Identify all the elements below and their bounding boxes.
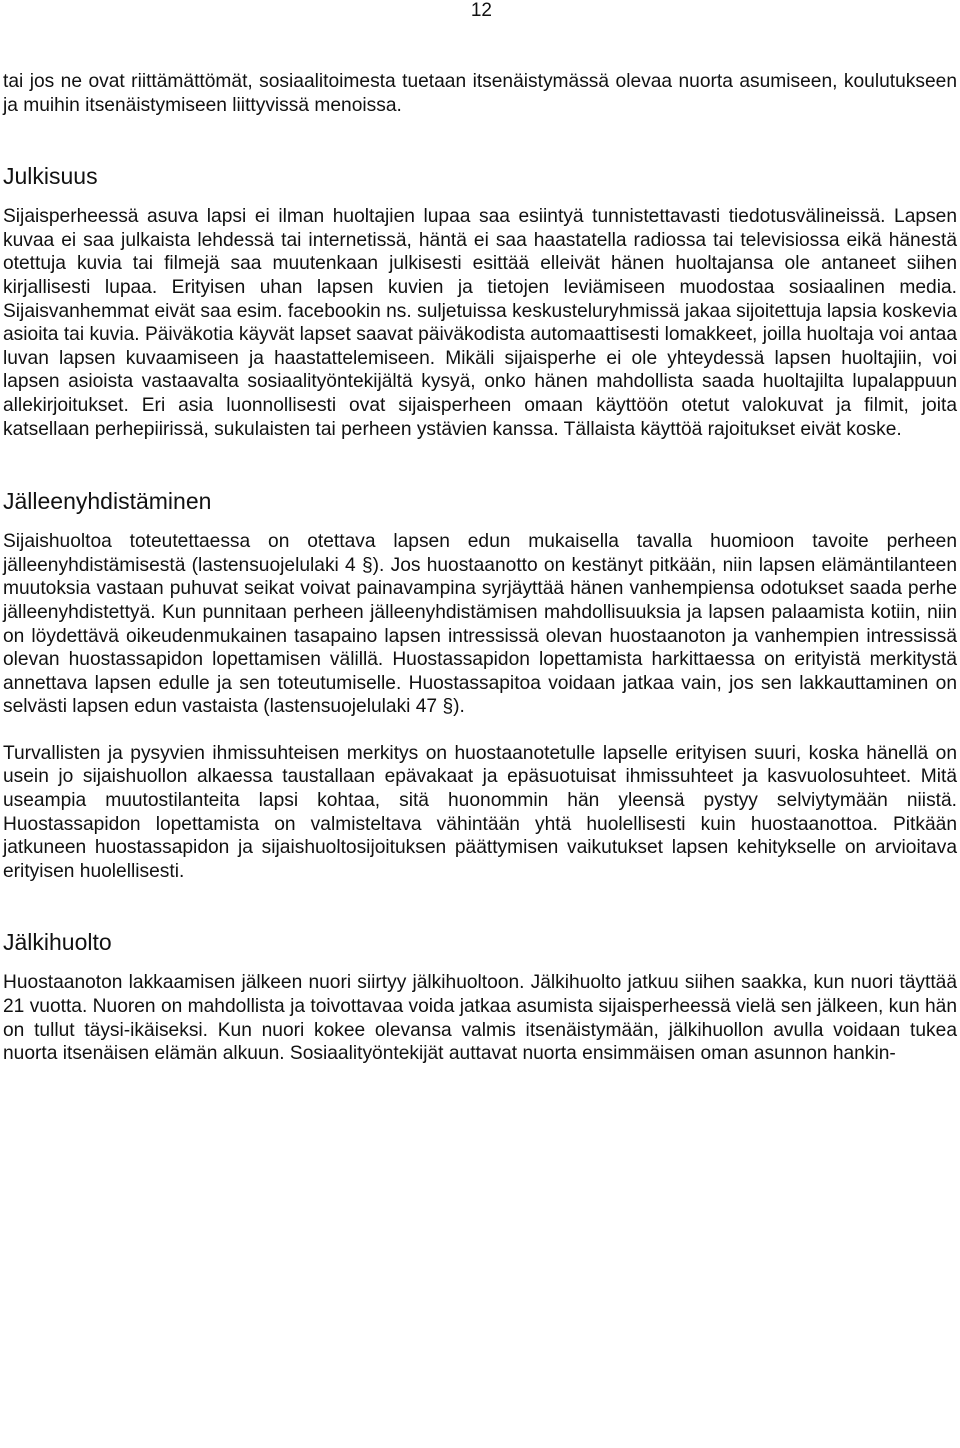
page-number: 12	[470, 0, 492, 21]
section-heading-jalleenyhdistaminen: Jälleenyhdistäminen	[3, 488, 212, 515]
jalleenyhdistaminen-paragraph-1: Sijaishuoltoa toteutettaessa on otettava lapsen edun mukaisella tavalla huomioon tavoite perheen jälleenyhdistämisestä (lastensuojelulaki 4 §). Jos huostaanotto on kestänyt pitkään, niin lapsen elämäntilanteen muutoksia vastaan puhuvat seikat voivat painavampina syrjäyttää hänen vanhempiensa odotukset saada perhe jälleenyhdistettyä. Kun punnitaan perheen jälleenyhdistämisen mahdollisuuksia ja lapsen palaamista kotiin, niin on löydettävä oikeudenmukainen tasapaino lapsen intressissä olevan huostaanoton ja vanhempien intressissä olevan huostassapidon lopettamisen välillä. Huostassapidon lopettamista harkittaessa on erityistä merkitystä annettava lapsen edulle ja sen toteutumiselle. Huostassapitoa voidaan jatkaa vain, jos sen lakkauttaminen on selvästi lapsen edun vastaista (lastensuojelulaki 47 §).	[3, 531, 957, 718]
section-heading-jalkihuolto: Jälkihuolto	[3, 929, 112, 956]
intro-paragraph: tai jos ne ovat riittämättömät, sosiaalitoimesta tuetaan itsenäistymässä olevaa nuorta asumiseen, koulutukseen ja muihin itsenäistymiseen liittyvissä menoissa.	[3, 71, 957, 116]
document-body	[3, 70, 957, 1066]
julkisuus-paragraph: Sijaisperheessä asuva lapsi ei ilman huoltajien lupaa saa esiintyä tunnistettavasti tiedotusvälineissä. Lapsen kuvaa ei saa julkaista lehdessä tai internetissä, häntä ei saa haastatella radiossa tai televisiossa eikä hänestä otettuja kuvia tai filmejä saa muutenkaan julkisesti esittää elleivät hänen huoltajansa ole antaneet siihen kirjallisesti lupaa. Erityisen uhan lapsen kuvien ja tietojen leviämiseen muodostaa sosiaalinen media. Sijaisvanhemmat eivät saa esim. facebookin ns. suljetuissa keskusteluryhmissä jakaa sijoitettuja lapsia koskevia asioita tai kuvia. Päiväkotia käyvät lapset saavat päiväkodista automaattisesti lomakkeet, joilla huoltaja voi antaa luvan lapsen kuvaamiseen ja haastattelemiseen. Mikäli sijaisperhe ei ole yhteydessä lapsen huoltajiin, voi lapsen asioista vastaavalta sosiaalityöntekijältä kysyä, onko hänen mahdollista saada huoltajilta lupalappuun allekirjoitukset. Eri asia luonnollisesti ovat sijaisperheen omaan käyttöön otetut valokuvat ja filmit, joita katsellaan perhepiirissä, sukulaisten tai perheen ystävien kanssa. Tällaista käyttöä rajoitukset eivät koske.	[3, 206, 957, 440]
jalleenyhdistaminen-paragraph-2: Turvallisten ja pysyvien ihmissuhteisen merkitys on huostaanotetulle lapselle erityisen suuri, koska hänellä on usein jo sijaishuollon alkaessa taustallaan epävakaat ja epäsuotuisat ihmissuhteet ja kasvuolosuhteet. Mitä useampia muutostilanteita lapsi kohtaa, sitä huonommin hän yleensä pystyy selviytymään niistä. Huostassapidon lopettamista on valmisteltava vähintään yhtä huolellisesti kuin huostaanottoa. Pitkään jatkuneen huostassapidon ja sijaishuoltosijoituksen päättymisen vaikutukset lapsen kehitykselle on arvioitava erityisen huolellisesti.	[3, 742, 957, 882]
jalkihuolto-paragraph: Huostaanoton lakkaamisen jälkeen nuori siirtyy jälkihuoltoon. Jälkihuolto jatkuu siihen saakka, kun nuori täyttää 21 vuotta. Nuoren on mahdollista ja toivottavaa voida jatkaa asumista sijaisperheessä vielä sen jälkeen, kun hän on tullut täysi-ikäiseksi. Kun nuori kokee olevansa valmis itsenäistymään, jälkihuollon avulla voidaan tukea nuorta itsenäisen elämän alkuun. Sosiaalityöntekijät auttavat nuorta ensimmäisen oman asunnon hankin-	[3, 972, 957, 1065]
section-heading-julkisuus: Julkisuus	[3, 163, 98, 190]
